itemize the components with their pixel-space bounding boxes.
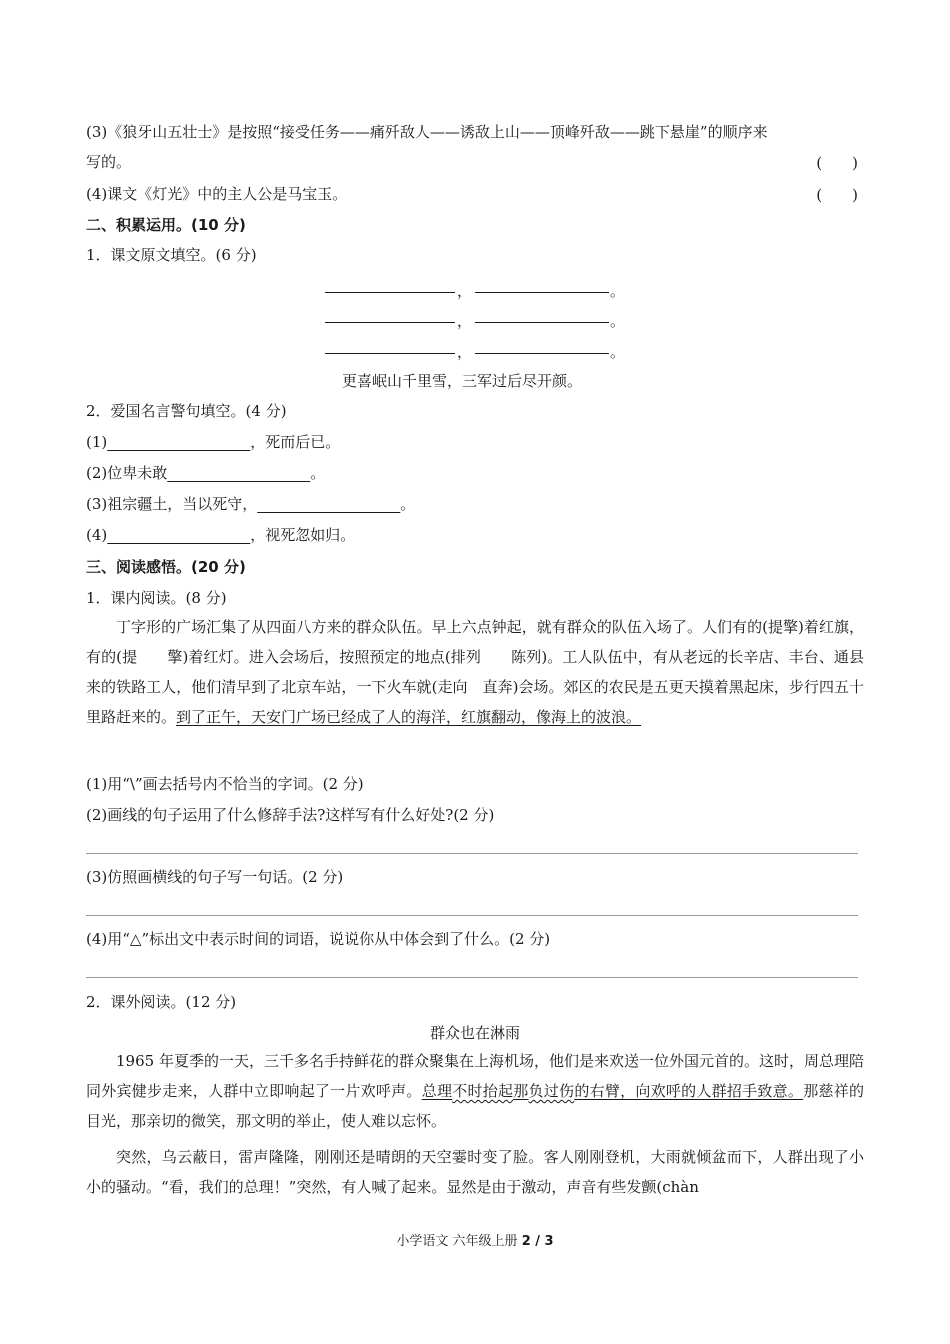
passage-title: 群众也在淋雨 [429,1024,520,1042]
answer-line[interactable] [86,853,858,854]
comma: ， [457,312,473,330]
period: 。 [610,343,626,361]
page-footer [0,1230,950,1249]
period: 。 [610,312,626,330]
answer-line[interactable] [86,977,858,978]
extra-passage-p1: 1965 年夏季的一天，三千多名手持鲜花的群众聚集在上海机场，他们是来欢送一位外国元首的。这时，周总理陪同外宾健步走来，人群中立即响起了一片欢呼声。总理不时抬起那负过伤的右臂，向欢呼的人群招手致意。那慈祥的目光，那亲切的微笑，那文明的举止，使人难以忘怀。 [86,1052,864,1130]
period: 。 [610,282,626,300]
judge-item-3-line1: (3)《狼牙山五壮士》是按照“接受任务——痛歼敌人——诱敌上山——顶峰歼敌——跳下悬崖”的顺序来 [86,123,768,141]
poem-last-line: 更喜岷山千里雪，三军过后尽开颜。 [342,372,583,390]
q1-sub-3: (3)仿照画横线的句子写一句话。(2 分) [86,868,344,886]
judge-item-4: (4)课文《灯光》中的主人公是马宝玉。 [86,185,348,203]
fill-blank[interactable] [325,308,455,323]
fill-blank[interactable] [475,339,609,354]
fill-blank[interactable] [475,308,609,323]
answer-paren-4[interactable]: ( ) [816,186,858,204]
quote-item-4: (4) ，视死忽如归。 [86,526,356,544]
q1-sub-1: (1)用“\”画去括号内不恰当的字词。(2 分) [86,775,364,793]
comma: ， [457,343,473,361]
fill-blank[interactable] [107,526,250,544]
section-3-q2-label: 2．课外阅读。(12 分) [86,993,237,1011]
quote-item-1: (1) ，死而后已。 [86,433,341,451]
section-3-heading: 三、阅读感悟。(20 分) [86,558,246,576]
fill-blank[interactable] [257,495,400,513]
answer-line[interactable] [86,915,858,916]
fill-blank[interactable] [167,464,310,482]
judge-item-3-line2: 写的。 [86,153,132,171]
underlined-sentence: 到了正午，天安门广场已经成了人的海洋，红旗翻动，像海上的波浪。 [176,708,642,726]
extra-passage-p2: 突然，乌云蔽日，雷声隆隆，刚刚还是晴朗的天空霎时变了脸。客人刚刚登机，大雨就倾盆而下，人群出现了小小的骚动。“看，我们的总理！”突然，有人喊了起来。显然是由于激动，声音有些发颤(chàn [86,1148,864,1196]
q1-sub-2: (2)画线的句子运用了什么修辞手法?这样写有什么好处?(2 分) [86,806,495,824]
section-2-q1-label: 1．课文原文填空。(6 分) [86,246,257,264]
footer-subject: 小学语文 六年级上册 [396,1234,518,1249]
q1-sub-4: (4)用“△”标出文中表示时间的词语，说说你从中体会到了什么。(2 分) [86,930,551,948]
fill-blank[interactable] [475,278,609,293]
fill-blank[interactable] [107,433,250,451]
section-3-q1-label: 1．课内阅读。(8 分) [86,589,227,607]
fill-blank[interactable] [325,278,455,293]
section-2-heading: 二、积累运用。(10 分) [86,216,246,234]
answer-paren-3[interactable]: ( ) [816,154,858,172]
quote-item-3: (3)祖宗疆土，当以死守， 。 [86,495,416,513]
in-class-passage: 丁字形的广场汇集了从四面八方来的群众队伍。早上六点钟起，就有群众的队伍入场了。人们有的(提擎)着红旗，有的(提 擎)着红灯。进入会场后，按照预定的地点(排列 陈列)。工人队伍中，有从老远的长辛店、丰台、通县来的铁路工人，他们清早到了北京车站，一下火车就(走向 直奔)会场。郊区的农民是五更天摸着黑起床，步行四五十里路赶来的。到了正午，天安门广场已经成了人的海洋，红旗翻动，像海上的波浪。 [86,618,864,726]
quote-item-2: (2)位卑未敢 。 [86,464,326,482]
section-2-q2-label: 2．爱国名言警句填空。(4 分) [86,402,287,420]
page-number: 2 / 3 [521,1234,554,1249]
comma: ， [457,282,473,300]
fill-blank[interactable] [325,339,455,354]
